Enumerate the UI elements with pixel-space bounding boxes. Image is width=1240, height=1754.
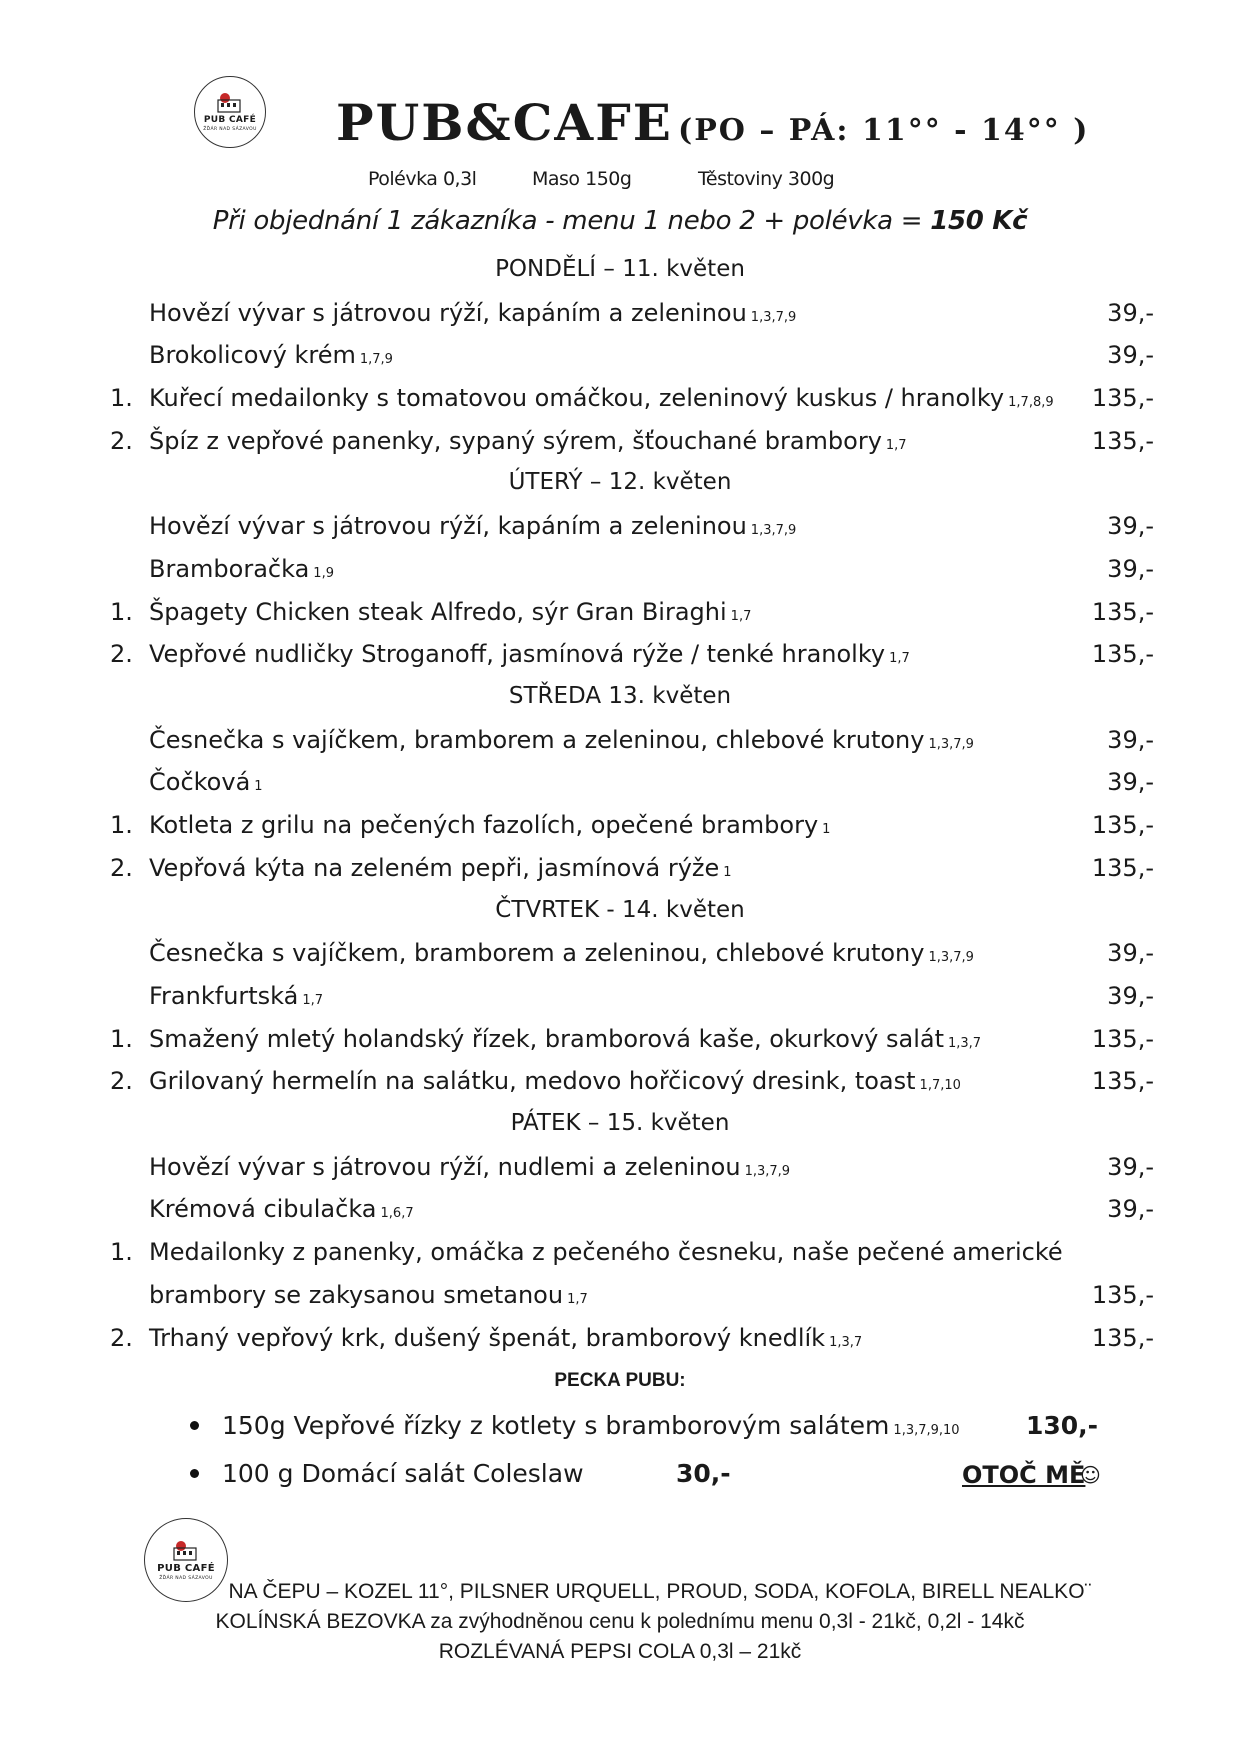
item-number: 1. [110,598,133,626]
item-price: 135,- [1091,640,1154,668]
item-name: Hovězí vývar s játrovou rýží, kapáním a zeleninou [149,512,747,540]
item-allergens: 1,7,9 [359,352,393,367]
building-icon [169,1540,203,1562]
item-allergens: 1,3,7,9 [744,1164,791,1179]
item-price: 39,- [1107,341,1154,369]
footer-pepsi: ROZLÉVANÁ PEPSI COLA 0,3l – 21kč [438,1640,802,1663]
special-price: 30,- [676,1459,731,1488]
item-price: 39,- [1107,939,1154,967]
menu-item [0,1240,1240,1270]
item-name: Špagety Chicken steak Alfredo, sýr Gran Biraghi [149,598,727,626]
logo [194,76,266,148]
item-price: 135,- [1091,384,1154,412]
item-price: 135,- [1091,1025,1154,1053]
item-allergens: 1,7 [567,1292,588,1307]
item-price: 135,- [1091,1067,1154,1095]
menu-item [0,301,1240,331]
item-price: 39,- [1107,726,1154,754]
special-price: 130,- [1026,1411,1099,1440]
item-allergens: 1,7,10 [919,1078,961,1093]
item-number: 1. [110,811,133,839]
item-price: 39,- [1107,512,1154,540]
item-name: Čočková [149,768,251,796]
menu-item [0,1069,1240,1099]
item-allergens: 1,3,7,9 [928,950,974,965]
item-name: Hovězí vývar s játrovou rýží, kapáním a zeleninou [149,299,747,327]
page-title: PUB&CAFE [336,93,673,152]
building-icon [213,92,247,114]
item-name: Grilovaný hermelín na salátku, medovo hořčicový dresink, toast [149,1067,916,1095]
menu-item [0,386,1240,416]
item-price: 39,- [1107,555,1154,583]
item-allergens: 1,3,7,9 [928,737,974,752]
menu-item [0,343,1240,373]
item-price: 135,- [1091,854,1154,882]
turn-over-note: OTOČ MĚ [962,1461,1086,1489]
menu-item [0,1197,1240,1227]
menu-offer [0,206,1240,236]
logo-subtitle: ŽĎÁR NAD SÁZAVOU [203,127,257,132]
item-name: Trhaný vepřový krk, dušený špenát, bramborový knedlík [149,1324,826,1352]
item-name: Špíz z vepřové panenky, sypaný sýrem, šťouchané brambory [149,427,882,455]
day-header: PONDĚLÍ – 11. květen [495,256,745,282]
item-name: Kotleta z grilu na pečených fazolích, opečené brambory [149,811,819,839]
item-allergens: 1,3,7,9 [750,310,797,325]
item-allergens: 1,6,7 [380,1206,414,1221]
item-price: 39,- [1107,768,1154,796]
item-name: brambory se zakysanou smetanou [149,1281,564,1309]
menu-item [0,856,1240,886]
day-header: ČTVRTEK - 14. květen [495,897,745,923]
item-price: 135,- [1091,1281,1154,1309]
smiley-icon: ☺ [1080,1463,1101,1487]
item-number: 2. [110,854,133,882]
portion-meat: Maso 150g [532,168,632,190]
logo-subtitle: ŽĎÁR NAD SÁZAVOU [159,1575,213,1581]
menu-item [0,770,1240,800]
item-number: 1. [110,1025,133,1053]
item-allergens: 1,7 [730,609,752,624]
menu-item [0,984,1240,1014]
item-price: 39,- [1107,1195,1154,1223]
item-allergens: 1,3,7 [948,1036,982,1051]
menu-item [0,1027,1240,1057]
item-number: 2. [110,1067,133,1095]
item-price: 135,- [1091,811,1154,839]
item-name: Frankfurtská [149,982,299,1010]
opening-hours: (PO – PÁ: 11°° - 14°° ) [678,113,1090,148]
item-price: 39,- [1107,299,1154,327]
item-allergens: 1,3,7,9 [750,523,797,538]
item-allergens: 1,7 [889,651,910,666]
item-name: Brokolicový krém [149,341,356,369]
day-header: ÚTERÝ – 12. květen [508,469,732,495]
special-allergens: 1,3,7,9,10 [893,1423,960,1438]
pecka-title: PECKA PUBU: [554,1370,686,1391]
menu-item [0,429,1240,459]
item-allergens: 1 [723,865,732,880]
item-name: Kuřecí medailonky s tomatovou omáčkou, zeleninový kuskus / hranolky [149,384,1005,412]
menu-item [0,1155,1240,1185]
item-name: Česnečka s vajíčkem, bramborem a zeleninou, chlebové krutony [149,726,925,754]
item-price: 135,- [1091,1324,1154,1352]
item-number: 2. [110,1324,133,1352]
bullet-icon [190,1421,199,1430]
menu-item [0,1283,1240,1313]
item-price: 135,- [1091,598,1154,626]
day-header: PÁTEK – 15. květen [510,1110,730,1136]
day-header: STŘEDA 13. květen [508,683,732,709]
offer-text: Při objednání 1 zákazníka - menu 1 nebo 2 + polévka = [212,206,931,236]
logo-name: PUB CAFÉ [157,1562,215,1574]
item-name: Medailonky z panenky, omáčka z pečeného česneku, naše pečené americké [149,1238,1063,1266]
logo-name: PUB CAFÉ [203,115,257,125]
item-number: 1. [110,384,133,412]
item-allergens: 1 [254,779,263,794]
item-name: Krémová cibulačka [149,1195,377,1223]
portion-soup: Polévka 0,3l [368,168,477,190]
item-name: Hovězí vývar s játrovou rýží, nudlemi a zeleninou [149,1153,741,1181]
item-name: Česnečka s vajíčkem, bramborem a zeleninou, chlebové krutony [149,939,925,967]
special-name: 100 g Domácí salát Coleslaw [222,1459,584,1488]
footer-bezovka: KOLÍNSKÁ BEZOVKA za zvýhodněnou cenu k polednímu menu 0,3l - 21kč, 0,2l - 14kč [215,1610,1025,1633]
item-allergens: 1,7,8,9 [1008,395,1054,410]
item-allergens: 1,7 [302,993,324,1008]
portion-pasta: Těstoviny 300g [698,168,835,190]
item-number: 1. [110,1238,133,1266]
item-allergens: 1,9 [313,566,334,581]
item-name: Smažený mletý holandský řízek, bramborová kaše, okurkový salát [149,1025,944,1053]
footer-draft-beer: NA ČEPU – KOZEL 11°, PILSNER URQUELL, PROUD, SODA, KOFOLA, BIRELL NEALKO¨ [228,1580,1092,1603]
item-price: 135,- [1091,427,1154,455]
item-allergens: 1 [822,822,831,837]
special-name: 150g Vepřové řízky z kotlety s bramborovým salátem [222,1411,890,1440]
item-number: 2. [110,427,133,455]
menu-item [0,813,1240,843]
menu-item [0,600,1240,630]
item-allergens: 1,7 [885,438,907,453]
menu-item [0,514,1240,544]
item-name: Vepřová kýta na zeleném pepři, jasmínová rýže [149,854,720,882]
menu-item [0,557,1240,587]
offer-price: 150 Kč [930,206,1028,236]
item-number: 2. [110,640,133,668]
item-price: 39,- [1107,1153,1154,1181]
item-name: Vepřové nudličky Stroganoff, jasmínová rýže / tenké hranolky [149,640,886,668]
menu-item [0,728,1240,758]
item-name: Bramboračka [149,555,310,583]
bullet-icon [190,1469,199,1478]
menu-item [0,1326,1240,1356]
menu-item [0,642,1240,672]
menu-item [0,941,1240,971]
item-price: 39,- [1107,982,1154,1010]
item-allergens: 1,3,7 [829,1335,863,1350]
